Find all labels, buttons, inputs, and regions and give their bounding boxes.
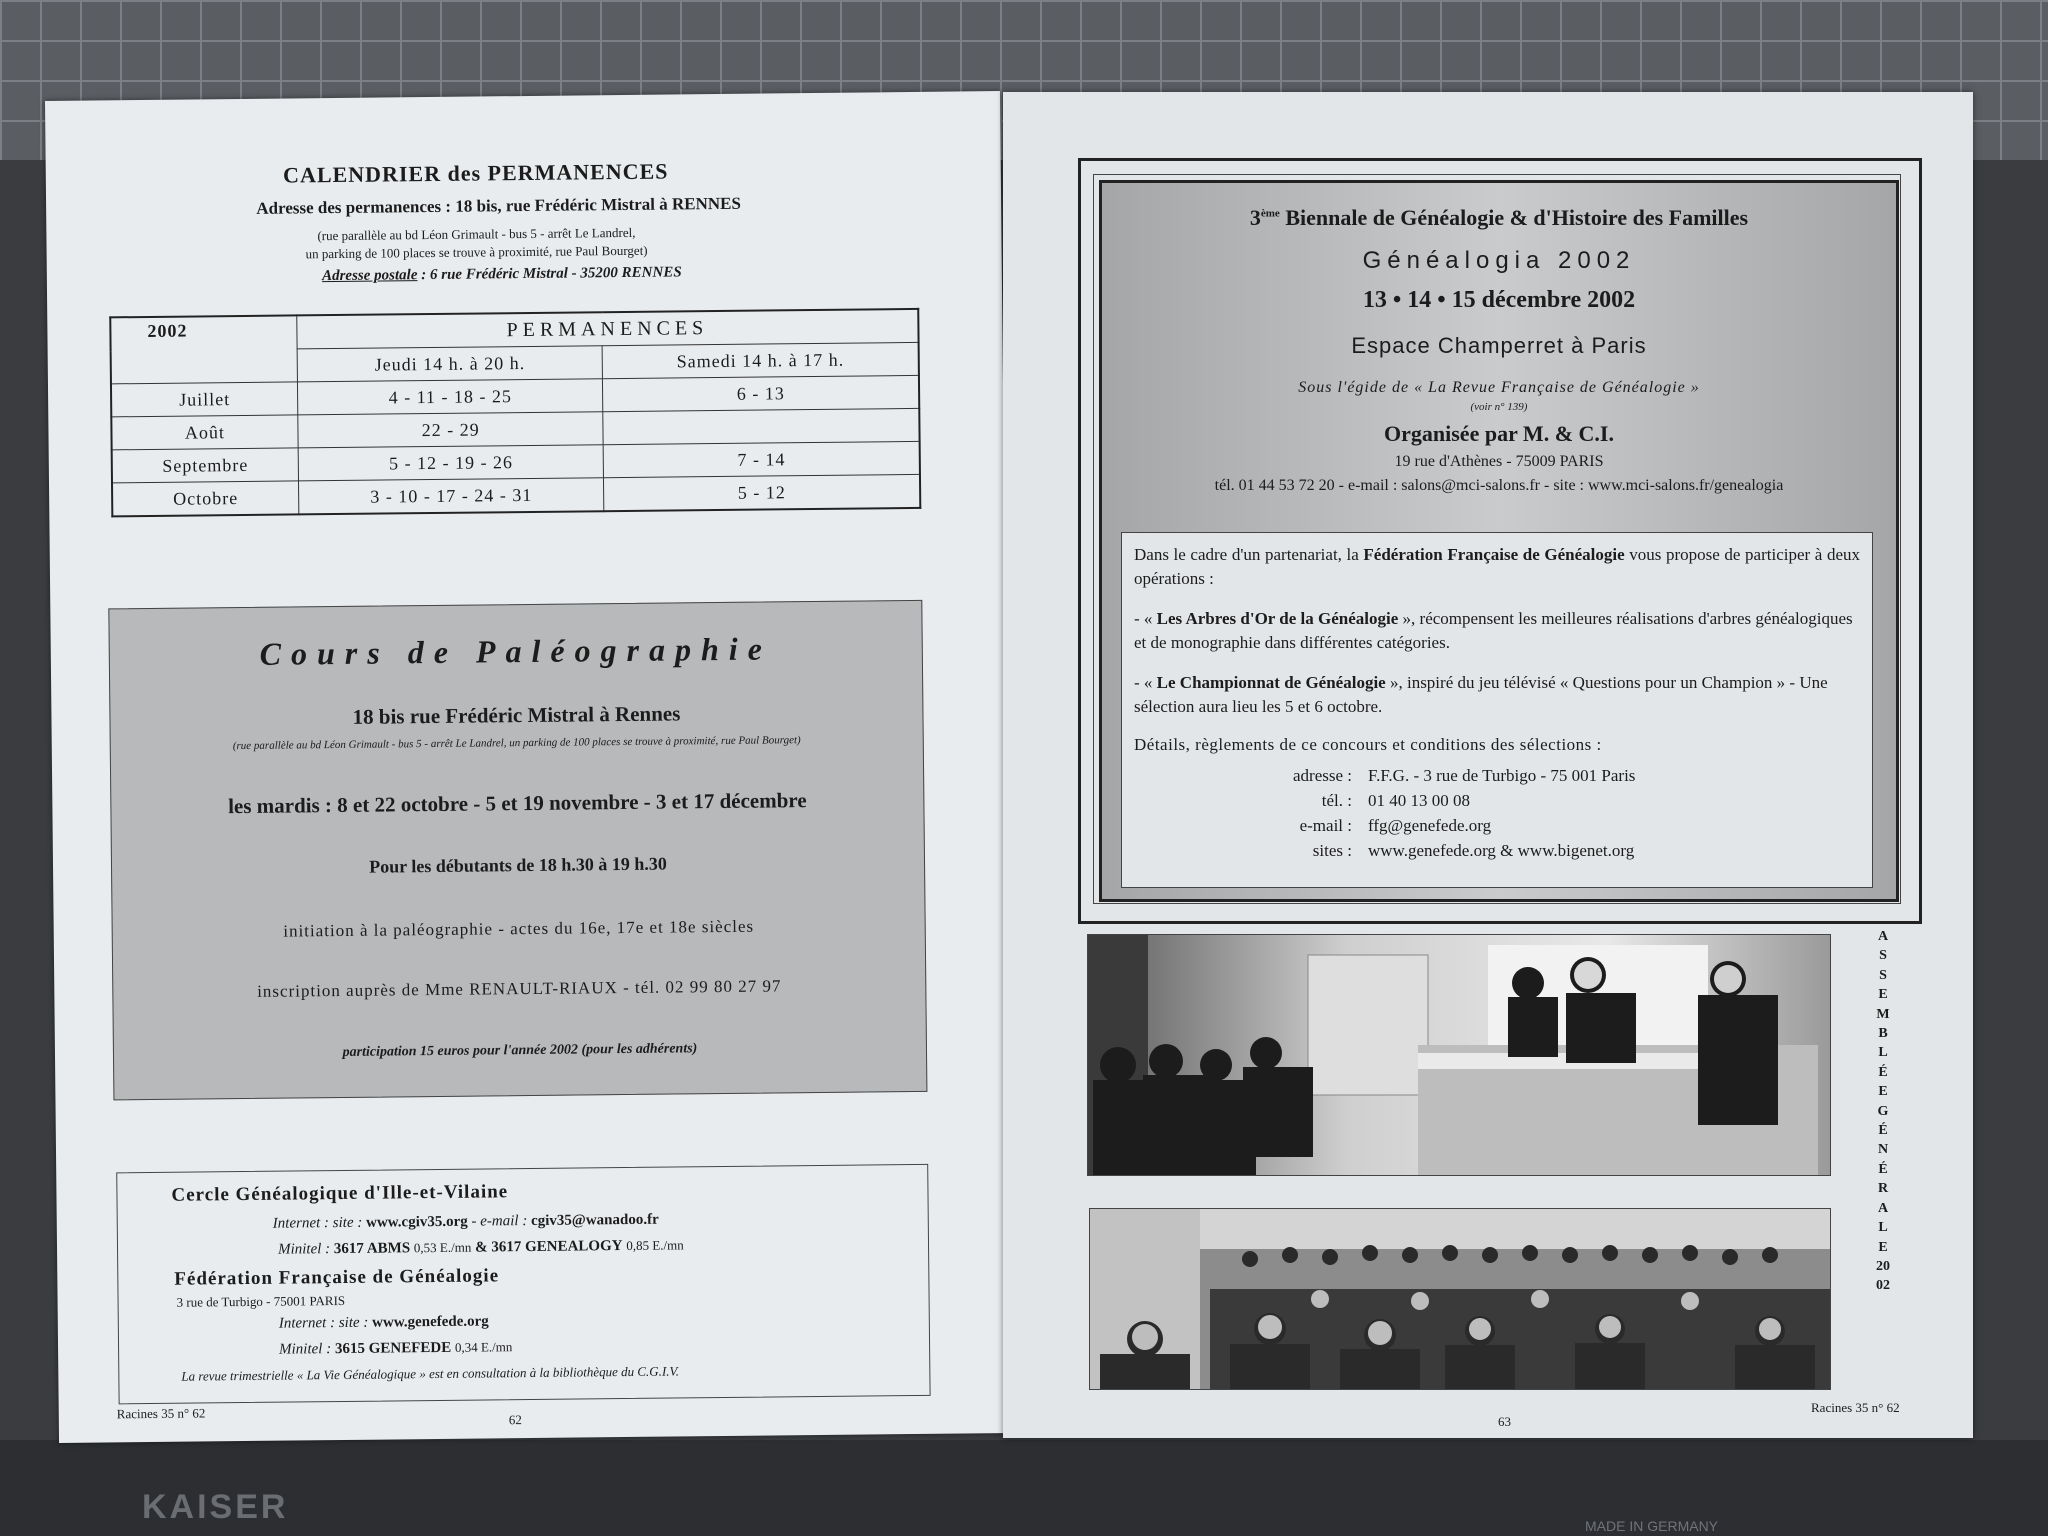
ffg-minitel-label: Minitel : [279,1341,332,1358]
contact-row [1232,838,1832,863]
vertical-caption-text: ASSEMBLÉE GÉNÉRALE 2002 [1876,929,1890,1294]
paleography-inscription: inscription auprès de Mme RENAULT-RIAUX - tél. 02 99 80 27 97 [257,976,782,1001]
contact-value: www.genefede.org & www.bigenet.org [1368,841,1635,860]
left-footer-ref: Racines 35 n° 62 [116,1405,206,1422]
operation-2 [1134,671,1860,719]
op2-text: », inspiré du jeu télévisé « Questions pour un Champion » - Une sélection aura lieu les 5 et 6 octobre. [1134,673,1828,716]
paleography-initiation: initiation à la paléographie - actes du 16e, 17e et 18e siècles [283,916,755,941]
partner-intro-c: vous propose de participer à deux opérations : [1134,545,1860,588]
contact-label: adresse : [1292,766,1352,785]
cutting-mat-edge [0,1440,2048,1536]
details-line: Détails, règlements de ce concours et conditions des sélections : [1134,735,1602,754]
contact-row [1232,763,1832,788]
mat-brand-logo: KAISER [142,1488,289,1526]
right-page-number: 63 [1498,1414,1511,1429]
ffg-minitel-line [279,1339,512,1358]
contact-label: sites : [1312,841,1352,860]
mat-made-label: MADE IN GERMANY [1585,1518,1719,1534]
cgiv-box [116,1164,930,1404]
ffg-internet-line [279,1313,489,1332]
paleography-box [108,600,927,1100]
contact-label: e-mail : [1299,816,1352,835]
biennale-voir: (voir n° 139) [1470,401,1528,413]
table-saturday-dates: 5 - 12 [604,474,920,511]
op1-prefix: - « [1134,609,1157,628]
biennale-egide: Sous l'égide de « La Revue Française de Généalogie » [1298,379,1700,396]
contact-label: tél. : [1321,791,1352,810]
postal-address [47,261,957,288]
operation-1 [1134,607,1860,655]
contact-value: ffg@genefede.org [1368,816,1492,835]
postal-value: : 6 rue Frédéric Mistral - 35200 RENNES [417,264,682,284]
contact-value: 01 40 13 00 08 [1368,791,1470,810]
biennale-number: 3 [1249,205,1261,230]
table-month: Septembre [112,448,299,483]
left-page-number: 62 [508,1412,522,1428]
contact-list [1232,763,1832,863]
left-page [45,91,1014,1443]
paleography-note: (rue parallèle au bd Léon Grimault - bus 5 - arrêt Le Landrel, un parking de 100 places se trouve à proximité, rue Paul Bourget) [232,734,801,753]
partnership-box [1121,532,1873,888]
biennale-title [1102,205,1896,231]
paleography-beginners: Pour les débutants de 18 h.30 à 19 h.30 [369,853,667,877]
partner-intro-org: Fédération Française de Généalogie [1363,545,1625,564]
address-note-2: un parking de 100 places se trouve à proximité, rue Paul Bourget) [305,242,648,262]
cgiv-price-2: 0,85 E./mn [626,1237,684,1254]
table-thursday-dates: 22 - 29 [298,412,604,448]
cgiv-price-1: 0,53 E./mn [413,1239,472,1256]
cgiv-minitel-label: Minitel : [277,1241,331,1258]
ffg-internet-label: Internet : site : [278,1314,369,1332]
table-saturday-dates: 6 - 13 [603,375,919,411]
permanences-table [109,308,921,517]
paleography-title: Cours de Paléographie [259,630,773,672]
ffg-price: 0,34 E./mn [454,1339,513,1355]
table-row [112,474,920,516]
assembly-photo-board-image [1088,935,1830,1175]
op2-prefix: - « [1134,673,1157,692]
genealogia-title: Généalogia 2002 [1362,247,1636,274]
ffg-address: 3 rue de Turbigo - 75001 PARIS [176,1292,346,1310]
revue-note: La revue trimestrielle « La Vie Généalogique » est en consultation à la bibliothèque du C.G.I.V. [181,1363,680,1384]
cgiv-internet-label: Internet : site : [272,1214,363,1232]
table-saturday-dates: 7 - 14 [604,441,920,477]
cgiv-minitel-line [278,1237,684,1258]
cgiv-site: www.cgiv35.org [365,1213,468,1231]
table-month: Octobre [112,481,299,516]
cgiv-name: Cercle Généalogique d'Ille-et-Vilaine [171,1181,509,1206]
table-thursday-dates: 5 - 12 - 19 - 26 [298,445,604,481]
table-col-saturday: Samedi 14 h. à 17 h. [602,342,918,378]
permanence-address: Adresse des permanences : 18 bis, rue Frédéric Mistral à RENNES [256,193,742,218]
organizer-contact: tél. 01 44 53 72 20 - e-mail : salons@mci-salons.fr - site : www.mci-salons.fr/genealogia [1214,477,1784,494]
ffg-name: Fédération Française de Généalogie [174,1265,500,1290]
contact-row [1232,813,1832,838]
table-thursday-dates: 3 - 10 - 17 - 24 - 31 [298,478,604,515]
cgiv-minitel-2: 3617 GENEALOGY [491,1238,623,1256]
cgiv-internet-line [273,1212,659,1233]
assembly-photo-audience-image [1090,1209,1830,1389]
cgiv-email-label: - e-mail : [471,1213,528,1230]
partner-intro-a: Dans le cadre d'un partenariat, la [1134,545,1364,564]
ffg-site: www.genefede.org [372,1313,489,1331]
paleography-participation: participation 15 euros pour l'année 2002 (pour les adhérents) [342,1041,698,1060]
table-month: Août [111,415,298,450]
cgiv-amp: & [474,1239,488,1256]
biennale-organizer: Organisée par M. & C.I. [1384,421,1614,446]
op1-text: », récompensent les meilleures réalisations d'arbres généalogiques et de monographie dans différentes catégories. [1134,609,1853,652]
contact-row [1232,788,1832,813]
cgiv-minitel-1: 3617 ABMS [333,1240,411,1258]
table-year: 2002 [110,315,297,383]
assembly-photo-audience [1089,1208,1831,1390]
cgiv-email: cgiv35@wanadoo.fr [530,1211,659,1230]
table-col-thursday: Jeudi 14 h. à 20 h. [297,346,603,382]
biennale-title-text: Biennale de Généalogie & d'Histoire des Familles [1285,205,1749,230]
op1-name: Les Arbres d'Or de la Généalogie [1156,609,1399,628]
partnership-intro [1134,543,1860,591]
vertical-caption [1873,927,1893,1296]
paleography-address: 18 bis rue Frédéric Mistral à Rennes [352,701,681,729]
table-month: Juillet [111,382,298,417]
table-saturday-dates [603,408,919,444]
ffg-minitel: 3615 GENEFEDE [334,1339,452,1358]
contact-value: F.F.G. - 3 rue de Turbigo - 75 001 Paris [1368,766,1636,785]
paleography-dates: les mardis : 8 et 22 octobre - 5 et 19 novembre - 3 et 17 décembre [228,788,807,819]
biennale-venue: Espace Champerret à Paris [1351,333,1647,358]
table-header: PERMANENCES [297,309,919,349]
op2-name: Le Championnat de Généalogie [1156,673,1386,692]
calendar-title: CALENDRIER des PERMANENCES [282,158,669,188]
biennale-dates: 13 • 14 • 15 décembre 2002 [1362,287,1636,313]
address-note-1: (rue parallèle au bd Léon Grimault - bus 5 - arrêt Le Landrel, [317,224,636,244]
postal-label: Adresse postale [321,267,418,285]
organizer-address: 19 rue d'Athènes - 75009 PARIS [1394,453,1604,470]
assembly-photo-board [1087,934,1831,1176]
right-footer-ref: Racines 35 n° 62 [1811,1400,1900,1415]
table-thursday-dates: 4 - 11 - 18 - 25 [297,379,603,415]
biennale-sup: ème [1260,207,1280,220]
right-page [1003,92,1973,1438]
